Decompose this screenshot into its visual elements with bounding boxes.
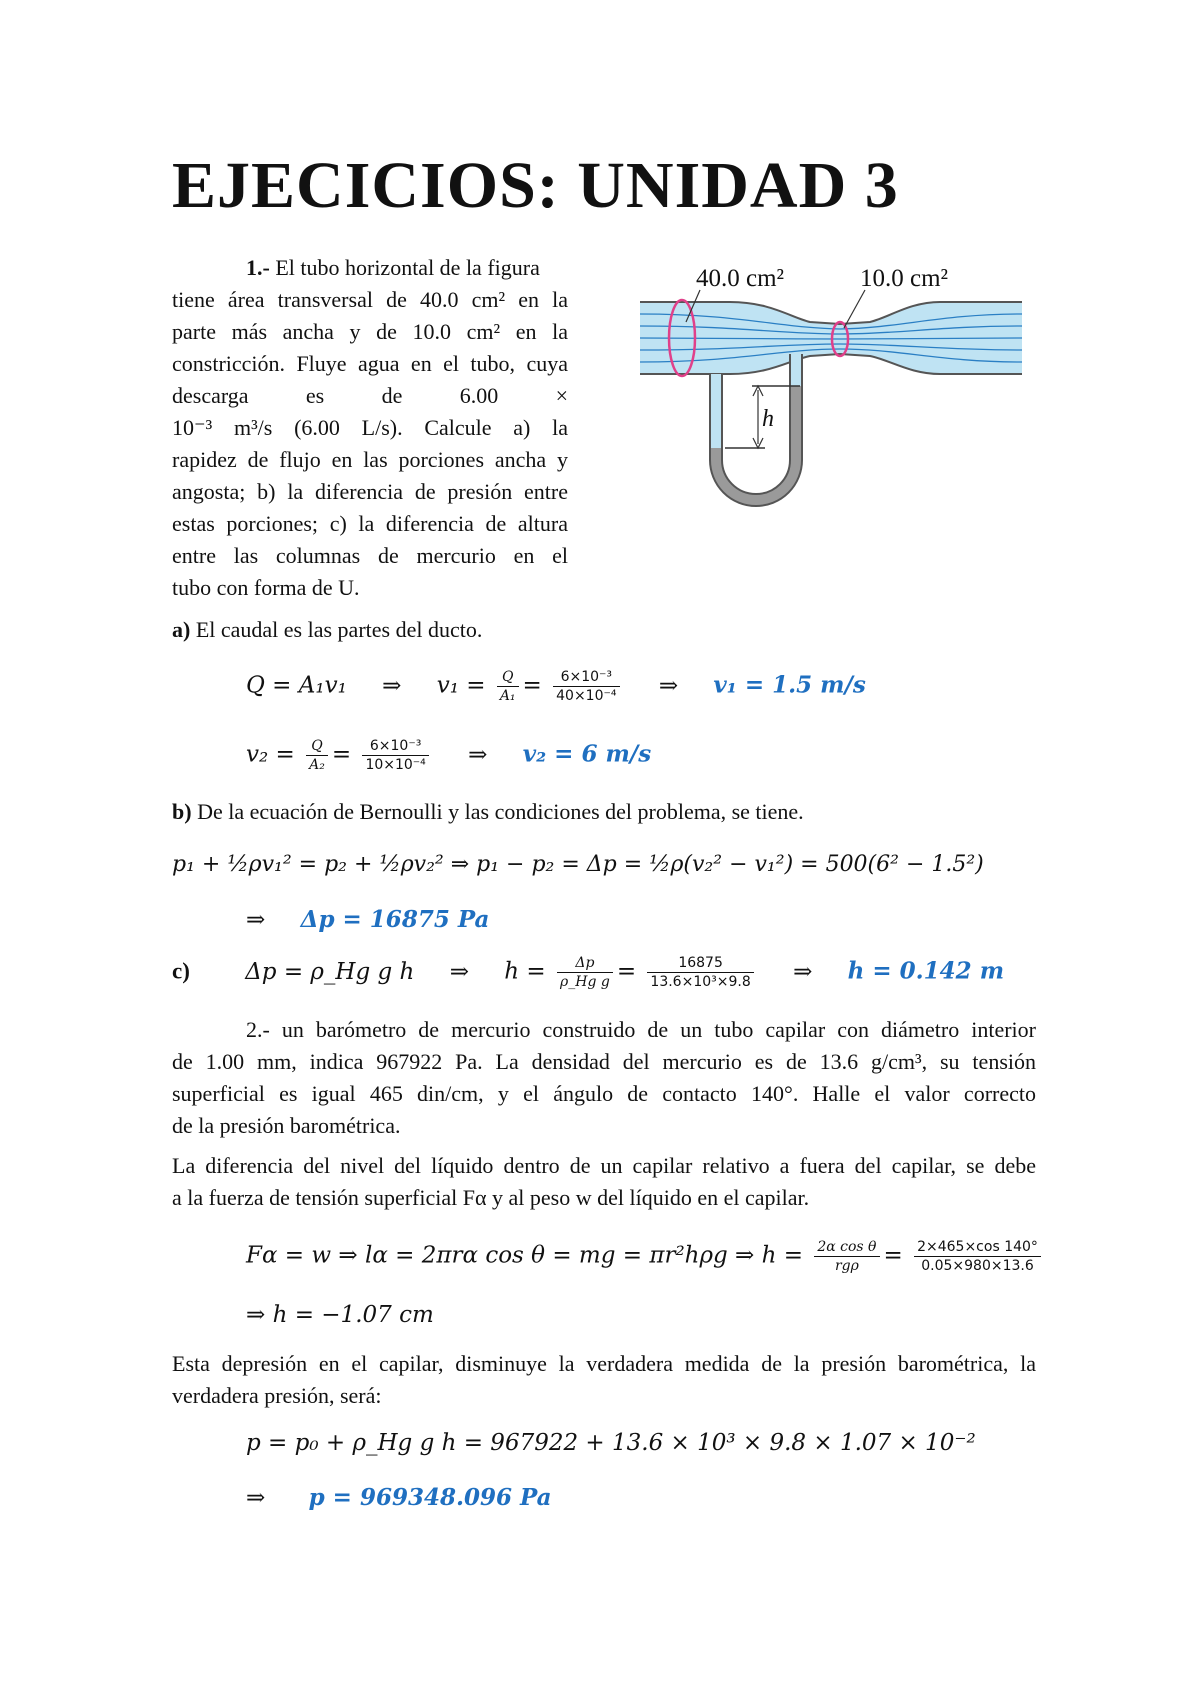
eq-term: h = — [504, 958, 546, 985]
fraction-den: ρ_Hg g — [560, 974, 610, 990]
eq-term: Δp = ρ_Hg g h — [245, 958, 415, 985]
fraction-den: 10×10⁻⁴ — [365, 757, 426, 773]
problem-1-line: descarga es de 6.00 × — [172, 383, 568, 408]
problem-2-line: de la presión barométrica. — [172, 1113, 401, 1138]
venturi-figure — [640, 262, 1022, 542]
result-h: h = 0.142 m — [847, 957, 1005, 985]
problem-2-line: superficial es igual 465 din/cm, y el ángulo de contacto 140°. Halle el valor correcto — [172, 1081, 1036, 1106]
result-pressure: p = 969348.096 Pa — [308, 1484, 552, 1511]
eq-term: Fα = w ⇒ lα = 2πrα cos θ = mg = πr²hρg ⇒ h = — [246, 1242, 804, 1269]
fraction — [647, 954, 753, 991]
implies-symbol: ⇒ — [382, 672, 402, 699]
fraction-den: rgρ — [834, 1258, 859, 1274]
fraction-num: Δp — [557, 954, 613, 973]
page-title: EJECICIOS: UNIDAD 3 — [172, 149, 899, 222]
problem-1-line: parte más ancha y de 10.0 cm² en la — [172, 319, 568, 344]
explanation-text — [172, 1150, 1036, 1214]
problem-1-line: constricción. Fluye agua en el tubo, cuya — [172, 351, 568, 376]
fraction-num: 6×10⁻³ — [362, 737, 428, 756]
eq-term: v₁ = — [436, 672, 486, 699]
fraction-den: 40×10⁻⁴ — [556, 688, 617, 704]
problem-1-line: rapidez de flujo en las porciones ancha y — [172, 447, 568, 472]
part-a-equation-1: Q = A₁v₁ ⇒ v₁ = $\frac{Q}{\text{A₁}}$ = $\frac{\text{6×10⁻³}}{\text{40×10⁻⁴}}$ ⇒ v₁ = 1.5 m/s — [246, 669, 866, 704]
fraction-den: 13.6×10³×9.8 — [650, 974, 751, 990]
problem-1-line: estas porciones; c) la diferencia de altura — [172, 511, 568, 536]
part-b-statement — [172, 796, 804, 828]
result-v2: v₂ = 6 m/s — [522, 740, 652, 768]
fraction-num: 2×465×cos 140° — [914, 1238, 1041, 1257]
problem-2-line: 2.- un barómetro de mercurio construido de un tubo capilar con diámetro interior — [246, 1017, 1036, 1042]
fraction-den: A₁ — [499, 688, 516, 704]
problem-1-line: El tubo horizontal de la figura — [275, 255, 540, 280]
problem-2-line: de 1.00 mm, indica 967922 Pa. La densidad del mercurio es de 13.6 g/cm³, su tensión — [172, 1049, 1036, 1074]
result-delta-p: Δp = 16875 Pa — [300, 906, 490, 933]
label-narrow-area: 10.0 cm² — [860, 265, 949, 292]
fraction-num: Q — [306, 737, 328, 756]
result-v1: v₁ = 1.5 m/s — [713, 671, 866, 699]
implies-symbol: ⇒ — [449, 958, 469, 985]
fraction — [497, 668, 519, 705]
problem-1-line: tubo con forma de U. — [172, 575, 360, 600]
fraction — [914, 1238, 1041, 1275]
capillary-height-result: ⇒ h = −1.07 cm — [246, 1302, 434, 1328]
pressure-line: Esta depresión en el capilar, disminuye la verdadera medida de la presión barométrica, la — [172, 1351, 1036, 1376]
problem-1-number: 1.- — [246, 255, 270, 280]
fraction-den: 0.05×980×13.6 — [921, 1258, 1034, 1274]
part-c-equation: c) Δp = ρ_Hg g h ⇒ h = $\frac{\Delta p}{\text{ρ\_Hg g}}$ = $\frac{16875}{\text{13.6×10³×9.8}}$ ⇒ h = 0.142 m — [172, 955, 1005, 990]
problem-1-line: angosta; b) la diferencia de presión entre — [172, 479, 568, 504]
fraction — [553, 668, 619, 705]
fraction — [362, 737, 428, 774]
part-a-statement — [172, 614, 482, 646]
explanation-line: La diferencia del nivel del líquido dentro de un capilar relativo a fuera del capilar, se debe — [172, 1153, 1036, 1178]
pressure-equation: p = p₀ + ρ_Hg g h = 967922 + 13.6 × 10³ × 9.8 × 1.07 × 10⁻² — [246, 1430, 976, 1456]
part-a-text: El caudal es las partes del ducto. — [195, 617, 483, 642]
explanation-line: a la fuerza de tensión superficial Fα y al peso w del líquido en el capilar. — [172, 1185, 810, 1210]
fraction-den: A₂ — [309, 757, 325, 773]
part-a-label: a) — [172, 617, 191, 642]
fraction-num: Q — [497, 668, 519, 687]
problem-1-text — [172, 252, 568, 604]
part-b-result-line — [246, 906, 489, 933]
label-height: h — [762, 406, 774, 432]
pressure-result-line — [246, 1484, 552, 1511]
implies-symbol: ⇒ — [658, 672, 679, 699]
problem-1-line: 10⁻³ m³/s (6.00 L/s). Calcule a) la — [172, 415, 568, 440]
fraction-num: 2α cos θ — [814, 1238, 879, 1257]
problem-2-text — [172, 1014, 1036, 1142]
fraction-num: 16875 — [647, 954, 753, 973]
eq-term: Q = A₁v₁ — [246, 672, 347, 699]
part-a-equation-2: v₂ = $\frac{Q}{\text{A₂}}$ = $\frac{\text{6×10⁻³}}{\text{10×10⁻⁴}}$ ⇒ v₂ = 6 m/s — [246, 738, 652, 773]
part-c-label: c) — [172, 958, 190, 984]
fraction — [557, 954, 613, 991]
implies-symbol: ⇒ — [246, 1485, 266, 1511]
fraction — [814, 1238, 879, 1275]
implies-symbol: ⇒ — [246, 907, 266, 933]
implies-symbol: ⇒ — [793, 958, 813, 985]
part-b-text: De la ecuación de Bernoulli y las condiciones del problema, se tiene. — [197, 799, 804, 824]
part-b-equation: p₁ + ½ρv₁² = p₂ + ½ρv₂² ⇒ p₁ − p₂ = Δp = ½ρ(v₂² − v₁²) = 500(6² − 1.5²) — [172, 852, 984, 877]
fraction-num: 6×10⁻³ — [553, 668, 619, 687]
implies-symbol: ⇒ — [468, 741, 488, 768]
part-b-label: b) — [172, 799, 192, 824]
pressure-text — [172, 1348, 1036, 1412]
label-wide-area: 40.0 cm² — [696, 265, 785, 292]
capillary-equation: Fα = w ⇒ lα = 2πrα cos θ = mg = πr²hρg ⇒ h = $\frac{\text{2α cos θ}}{\text{rgρ}}$ = $\frac{2\times 465\times\cos 140^\circ}{0.05\times 980\times 13.6}$ — [246, 1238, 1045, 1275]
eq-term: v₂ = — [246, 741, 295, 768]
pressure-line: verdadera presión, será: — [172, 1383, 382, 1408]
problem-1-line: tiene área transversal de 40.0 cm² en la — [172, 287, 568, 312]
u-tube-mercury — [710, 386, 802, 506]
fraction — [306, 737, 328, 774]
problem-1-line: entre las columnas de mercurio en el — [172, 543, 568, 568]
